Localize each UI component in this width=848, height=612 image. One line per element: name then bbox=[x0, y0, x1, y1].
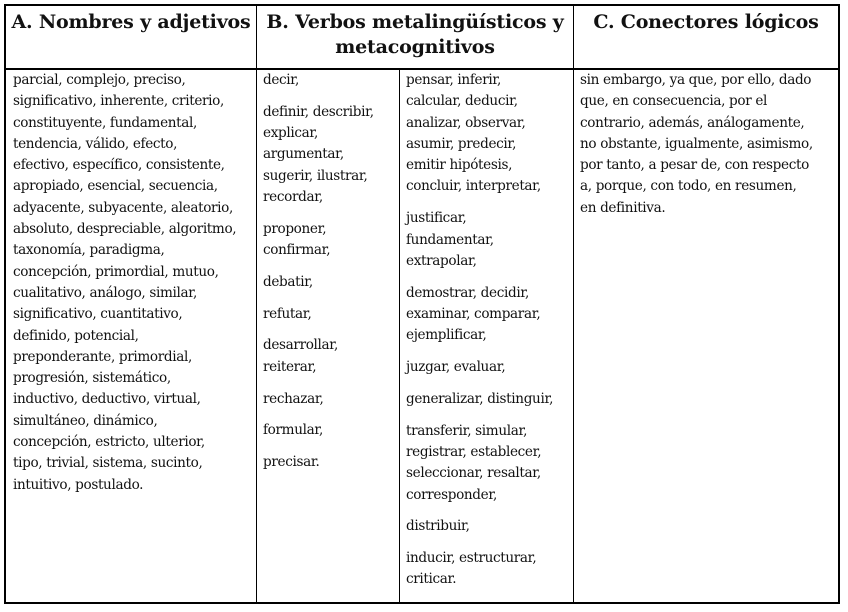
col-b2-line: calcular, deducir, bbox=[406, 93, 518, 110]
header-b-line2: metacognitivos bbox=[335, 36, 495, 58]
col-b1-line: refutar, bbox=[263, 305, 312, 322]
col-c-line: sin embargo, ya que, por ello, dado bbox=[580, 72, 812, 88]
col-a-line: adyacente, subyacente, aleatorio, bbox=[13, 199, 233, 216]
column-c-content bbox=[580, 70, 836, 219]
col-b1-line: desarrollar, bbox=[263, 337, 338, 354]
col-a-line: definido, potencial, bbox=[13, 327, 139, 344]
col-a-line: significativo, inherente, criterio, bbox=[13, 93, 224, 110]
col-b2-line: examinar, comparar, bbox=[406, 305, 541, 322]
col-b2-line: emitir hipótesis, bbox=[406, 157, 513, 174]
col-b1-line: rechazar, bbox=[263, 390, 324, 407]
col-c-line: contrario, además, análogamente, bbox=[580, 114, 805, 131]
col-a-line: simultáneo, dinámico, bbox=[13, 412, 158, 429]
col-b2-line: analizar, observar, bbox=[406, 114, 526, 131]
col-a-line: efectivo, específico, consistente, bbox=[13, 157, 225, 174]
col-c-line: por tanto, a pesar de, con respecto bbox=[580, 157, 809, 174]
col-a-line: tendencia, válido, efecto, bbox=[13, 135, 178, 152]
col-b2-line: fundamentar, bbox=[406, 231, 494, 248]
col-b2-line: generalizar, distinguir, bbox=[406, 390, 554, 407]
col-b1-line: debatir, bbox=[263, 273, 313, 290]
col-a-line: significativo, cuantitativo, bbox=[13, 306, 183, 323]
col-b2-line: pensar, inferir, bbox=[406, 72, 501, 88]
column-divider-a-b bbox=[256, 6, 257, 602]
header-c-text: C. Conectores lógicos bbox=[593, 11, 819, 33]
col-b2-line: transferir, simular, bbox=[406, 422, 528, 439]
vocabulary-table bbox=[4, 4, 840, 604]
col-b2-line: juzgar, evaluar, bbox=[406, 359, 506, 376]
col-c-line: que, en consecuencia, por el bbox=[580, 93, 768, 110]
col-b1-line: precisar. bbox=[263, 454, 320, 471]
col-a-line: preponderante, primordial, bbox=[13, 348, 192, 365]
col-b2-line: corresponder, bbox=[406, 486, 497, 503]
col-b1-line: recordar, bbox=[263, 188, 323, 205]
col-b2-line: concluir, interpretar, bbox=[406, 178, 541, 195]
col-b1-line: argumentar, bbox=[263, 146, 344, 163]
header-a bbox=[6, 6, 256, 68]
col-b2-line: distribuir, bbox=[406, 518, 470, 535]
col-a-line: concepción, primordial, mutuo, bbox=[13, 263, 219, 280]
col-b1-line: proponer, bbox=[263, 220, 327, 237]
col-a-line: absoluto, despreciable, algoritmo, bbox=[13, 221, 237, 238]
col-a-line: tipo, trivial, sistema, sucinto, bbox=[13, 455, 203, 472]
col-b1-line: sugerir, ilustrar, bbox=[263, 167, 368, 184]
col-b2-line: asumir, predecir, bbox=[406, 135, 517, 152]
col-b2-line: registrar, establecer, bbox=[406, 443, 542, 460]
column-a-content bbox=[13, 70, 253, 496]
col-b1-line: explicar, bbox=[263, 125, 319, 142]
col-b2-line: demostrar, decidir, bbox=[406, 284, 529, 301]
col-b1-line: confirmar, bbox=[263, 242, 331, 259]
col-b2-line: justificar, bbox=[406, 210, 467, 227]
col-c-line: a, porque, con todo, en resumen, bbox=[580, 178, 797, 195]
col-a-line: progresión, sistemático, bbox=[13, 370, 171, 387]
header-c bbox=[574, 6, 838, 68]
col-a-line: cualitativo, análogo, similar, bbox=[13, 284, 197, 301]
header-a-text: A. Nombres y adjetivos bbox=[11, 11, 251, 33]
col-b1-line: reiterar, bbox=[263, 358, 317, 375]
column-b2-content bbox=[406, 70, 571, 591]
col-b2-line: inducir, estructurar, bbox=[406, 550, 537, 567]
col-b2-line: extrapolar, bbox=[406, 252, 477, 269]
col-c-line: en definitiva. bbox=[580, 199, 666, 216]
col-a-line: apropiado, esencial, secuencia, bbox=[13, 178, 218, 195]
column-b1-content bbox=[263, 70, 397, 473]
column-divider-b-c bbox=[573, 6, 574, 602]
col-b1-line: definir, describir, bbox=[263, 103, 374, 120]
col-a-line: concepción, estricto, ulterior, bbox=[13, 434, 205, 451]
col-a-line: intuitivo, postulado. bbox=[13, 476, 144, 493]
header-b-line1: B. Verbos metalingüísticos y bbox=[266, 11, 564, 33]
col-b2-line: criticar. bbox=[406, 571, 457, 588]
col-b2-line: ejemplificar, bbox=[406, 327, 487, 344]
column-divider-b1-b2 bbox=[399, 70, 400, 602]
col-b1-line: decir, bbox=[263, 72, 299, 88]
header-b bbox=[257, 6, 573, 68]
col-a-line: taxonomía, paradigma, bbox=[13, 242, 165, 259]
col-c-line: no obstante, igualmente, asimismo, bbox=[580, 135, 813, 152]
col-a-line: parcial, complejo, preciso, bbox=[13, 72, 186, 88]
col-a-line: inductivo, deductivo, virtual, bbox=[13, 391, 201, 408]
col-a-line: constituyente, fundamental, bbox=[13, 114, 198, 131]
col-b2-line: seleccionar, resaltar, bbox=[406, 465, 541, 482]
col-b1-line: formular, bbox=[263, 422, 323, 439]
